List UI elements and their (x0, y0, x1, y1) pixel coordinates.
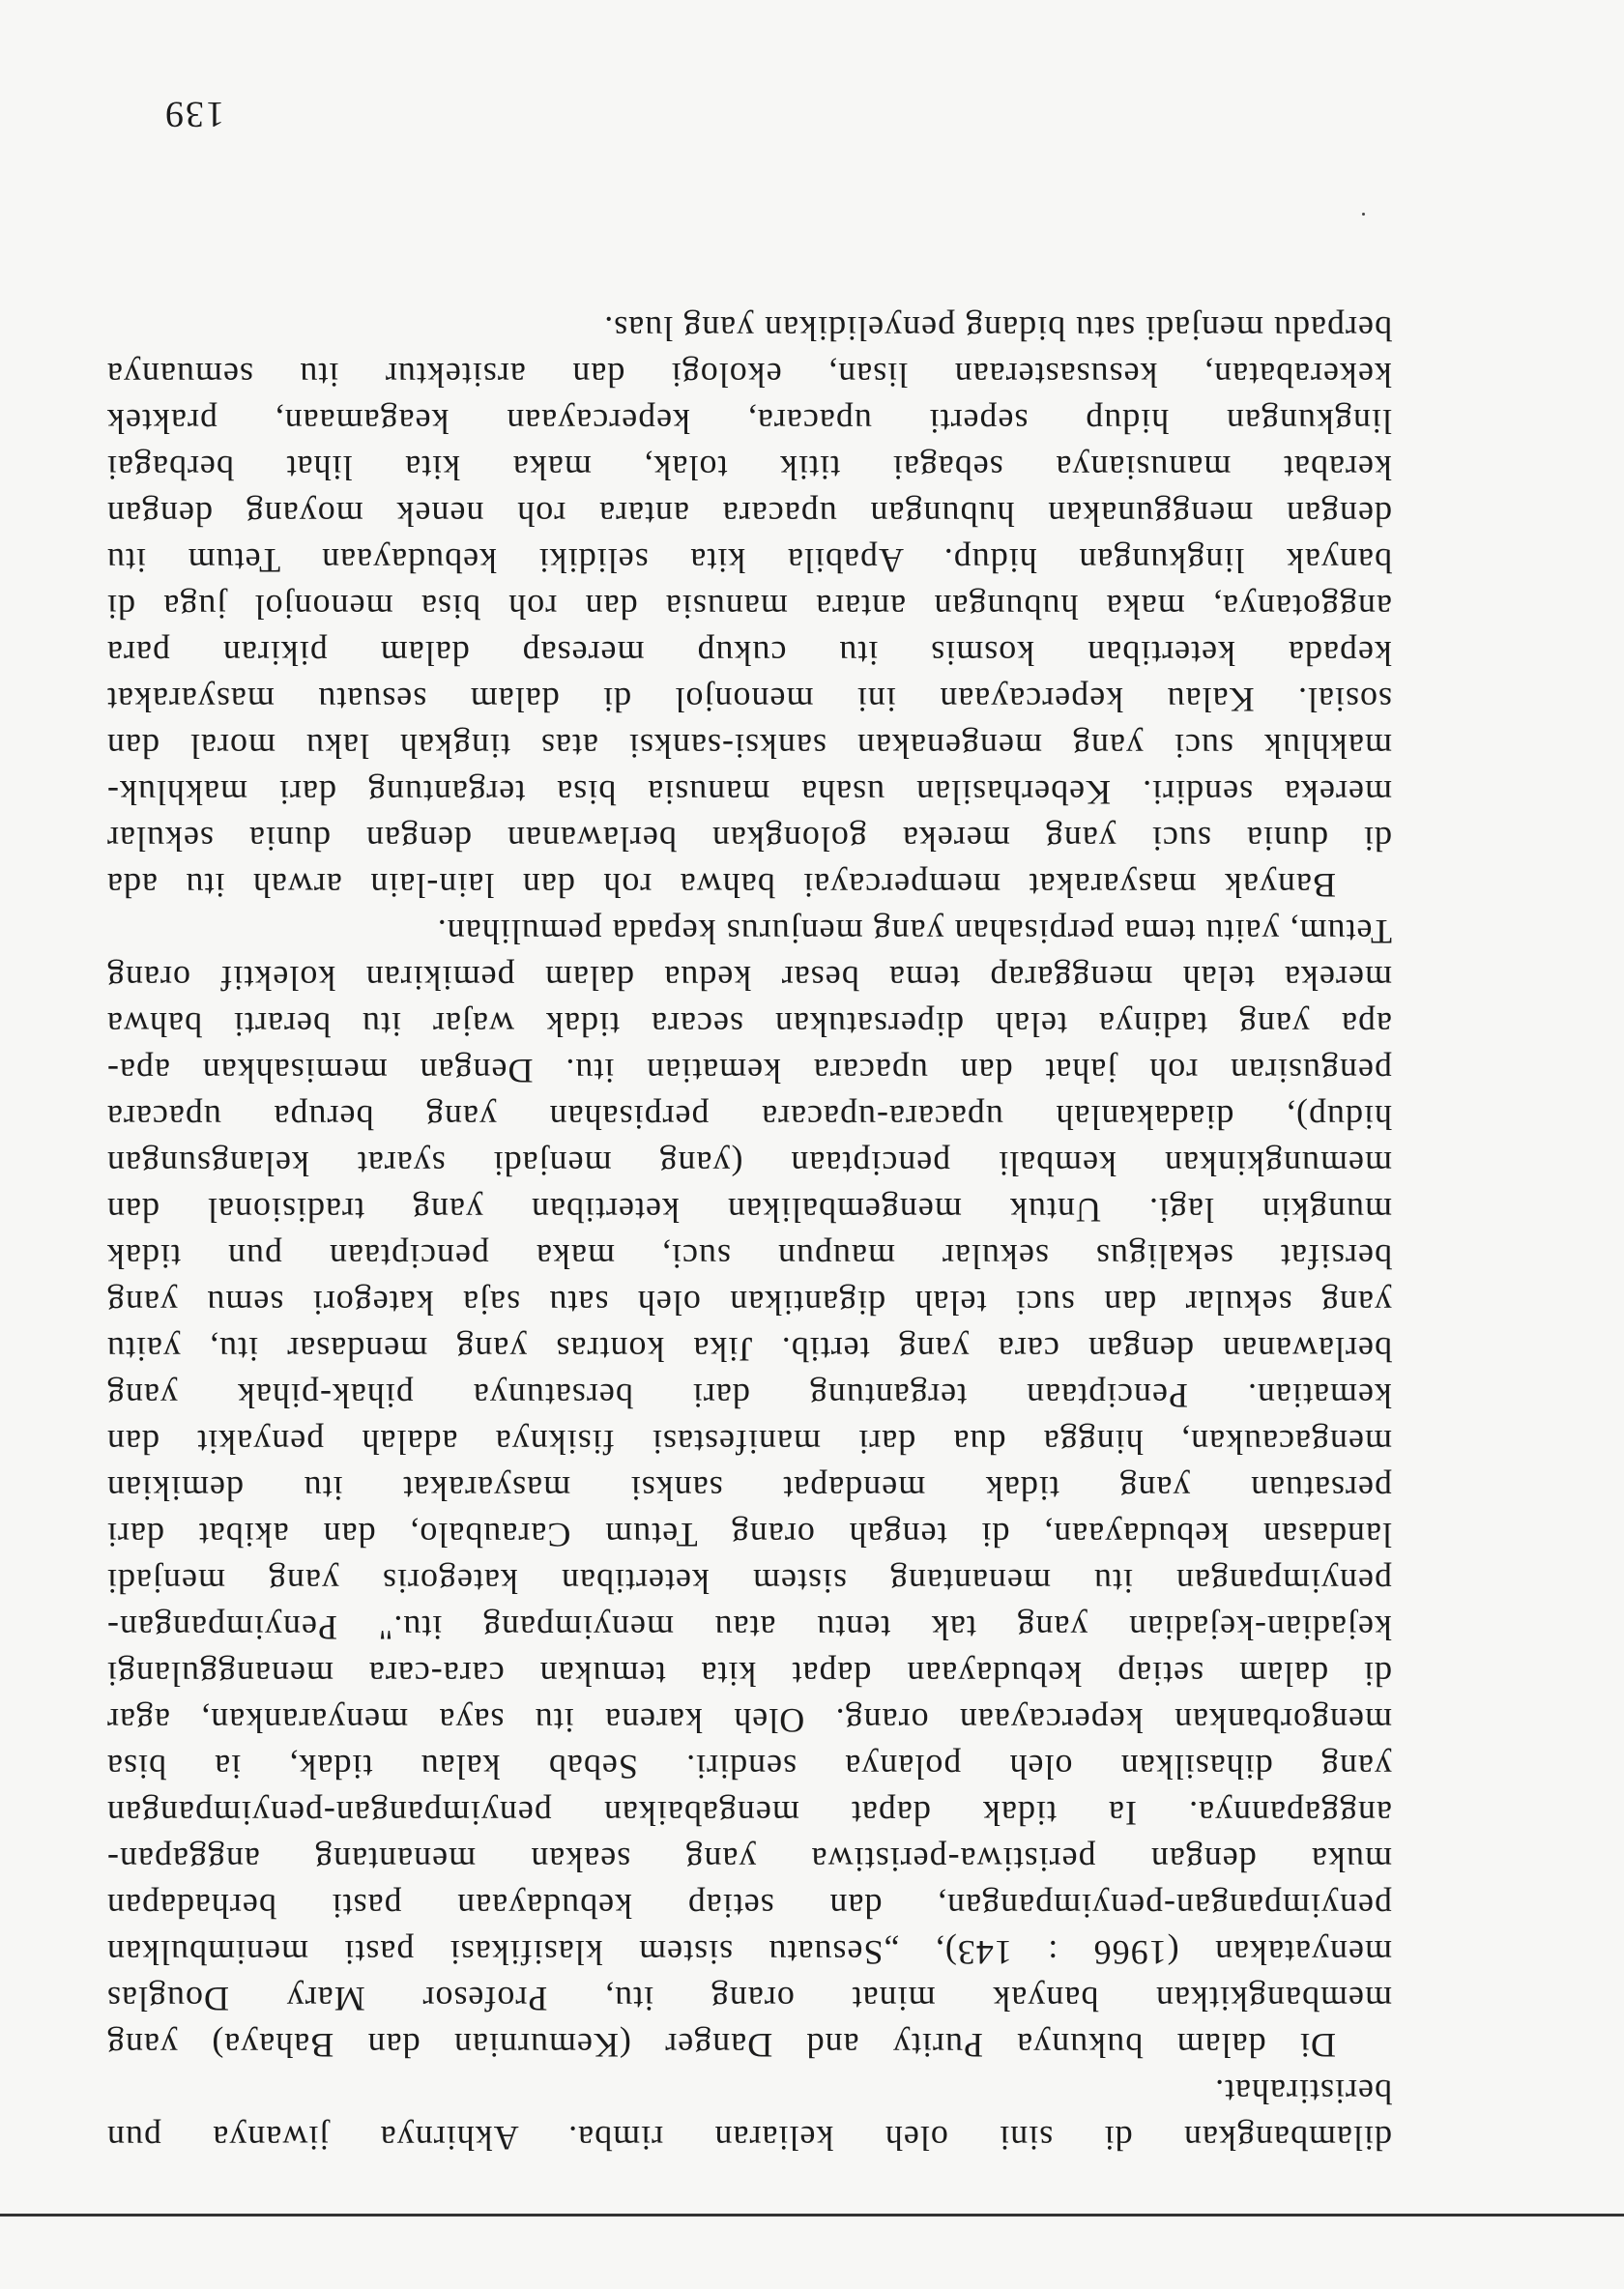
text-line: menyatakan (1966 : 143), „Sesuatu sistem klasifikasi pasti menimbulkan (106, 1933, 1392, 1972)
text-line: banyak lingkungan hidup. Apabila kita selidiki kebudayaan Tetum itu (106, 541, 1392, 580)
text-line: yang sekular dan suci telah digantikan oleh satu saja kategori semu yang (106, 1284, 1392, 1322)
text-line: mengacaukan, hingga dua dari manifestasi fisiknya adalah penyakit dan (106, 1423, 1392, 1462)
text-line: muka dengan peristiwa-peristiwa yang seakan menantang anggapan- (106, 1840, 1392, 1879)
text-line: membangkitkan banyak minat orang itu, Profesor Mary Douglas (106, 1980, 1392, 2018)
text-line: hidup), diadakanlah upacara-upacara perpisahan yang berupa upacara (106, 1098, 1392, 1137)
text-line: apa yang tadinya telah dipersatukan secara tidak wajar itu berarti bahwa (106, 1005, 1392, 1044)
text-line: lingkungan hidup seperti upacara, kepercayaan keagamaan, praktek (106, 402, 1392, 441)
text-line: anggapannya. Ia tidak dapat mengabaikan penyimpangan-penyimpangan (106, 1794, 1392, 1833)
body-text (106, 305, 1392, 2161)
text-line: beristirahat. (1214, 2072, 1392, 2111)
text-line: mengorbankan kepercayaan orang. Oleh karena itu saya menyarankan, agar (106, 1701, 1392, 1740)
text-line: makhluk suci yang mengenakan sanksi-sanksi atas tingkah laku moral dan (106, 727, 1392, 766)
page-number: 139 (163, 94, 224, 134)
text-line: Banyak masyarakat mempercayai bahwa roh dan lain-lain arwah itu ada (106, 866, 1336, 905)
text-line: kekerabatan, kesusasteraan lisan, ekologi dan arsitektur itu semuanya (106, 356, 1392, 394)
text-line: sosial. Kalau kepercayaan ini menonjol di dalam sesuatu masyarakat (106, 681, 1392, 719)
text-line: berlawanan dengan cara yang tertib. Jika kontras yang mendasar itu, yaitu (106, 1330, 1392, 1369)
text-line: mungkin lagi. Untuk mengembalikan ketertiban yang tradisional dan (106, 1191, 1392, 1230)
text-line: landasan kebudayaan, di tengah orang Tetum Caraubalo, dan akibat dari (106, 1516, 1392, 1554)
text-line: mereka sendiri. Keberhasilan usaha manusia bisa tergantung dari makhluk- (106, 773, 1392, 812)
text-line: memungkinkan kembali penciptaan (yang menjadi syarat kelangsungan (106, 1144, 1392, 1183)
stray-mark (1362, 213, 1365, 216)
text-line: kerabat manusianya sebagai titik tolak, maka kita lihat berbagai (106, 449, 1392, 487)
text-line: Di dalam bukunya Purity and Danger (Kemurnian dan Bahaya) yang (106, 2026, 1336, 2065)
text-line: bersifat sekaligus sekular maupun suci, maka penciptaan pun tidak (106, 1237, 1392, 1276)
text-line: berpadu menjadi satu bidang penyelidikan yang luas. (603, 309, 1392, 348)
text-line: yang dihasilkan oleh polanya sendiri. Sebab kalau tidak, ia bisa (106, 1748, 1392, 1786)
text-line: kematian. Penciptaan tergantung dari bersatunya pihak-pihak yang (106, 1376, 1392, 1415)
text-line: penyimpangan itu menantang sistem ketertiban kategoris yang menjadi (106, 1562, 1392, 1601)
text-line: dengan menggunakan hubungan upacara antara roh nenek moyang dengan (106, 495, 1392, 534)
text-line: dilambangkan di sini oleh keliaran rimba. Akhirnya jiwanya pun (106, 2119, 1392, 2158)
text-line: kepada ketertiban kosmis itu cukup meresap dalam pikiran para (106, 634, 1392, 673)
text-line: Tetum, yaitu tema perpisahan yang menjurus kepada pemulihan. (436, 913, 1392, 951)
text-line: pengusiran roh jahat dan upacara kematian itu. Dengan memisahkan apa- (106, 1052, 1392, 1090)
page-bottom-rule (0, 2214, 1624, 2217)
text-line: penyimpangan-penyimpangan, dan setiap kebudayaan pasti berhadapan (106, 1887, 1392, 1926)
text-line: kejadian-kejadian yang tak tentu atau menyimpang itu." Penyimpangan- (106, 1608, 1392, 1647)
text-line: persatuan yang tidak mendapat sanksi masyarakat itu demikian (106, 1469, 1392, 1508)
text-line: di dunia suci yang mereka golongkan berlawanan dengan dunia sekular (106, 820, 1392, 858)
text-line: mereka telah menggarap tema besar kedua dalam pemikiran kolektif orang (106, 959, 1392, 998)
text-line: anggotanya, maka hubungan antara manusia dan roh bisa menonjol juga di (106, 588, 1392, 626)
text-line: di dalam setiap kebudayaan dapat kita temukan cara-cara menanggulangi (106, 1655, 1392, 1694)
